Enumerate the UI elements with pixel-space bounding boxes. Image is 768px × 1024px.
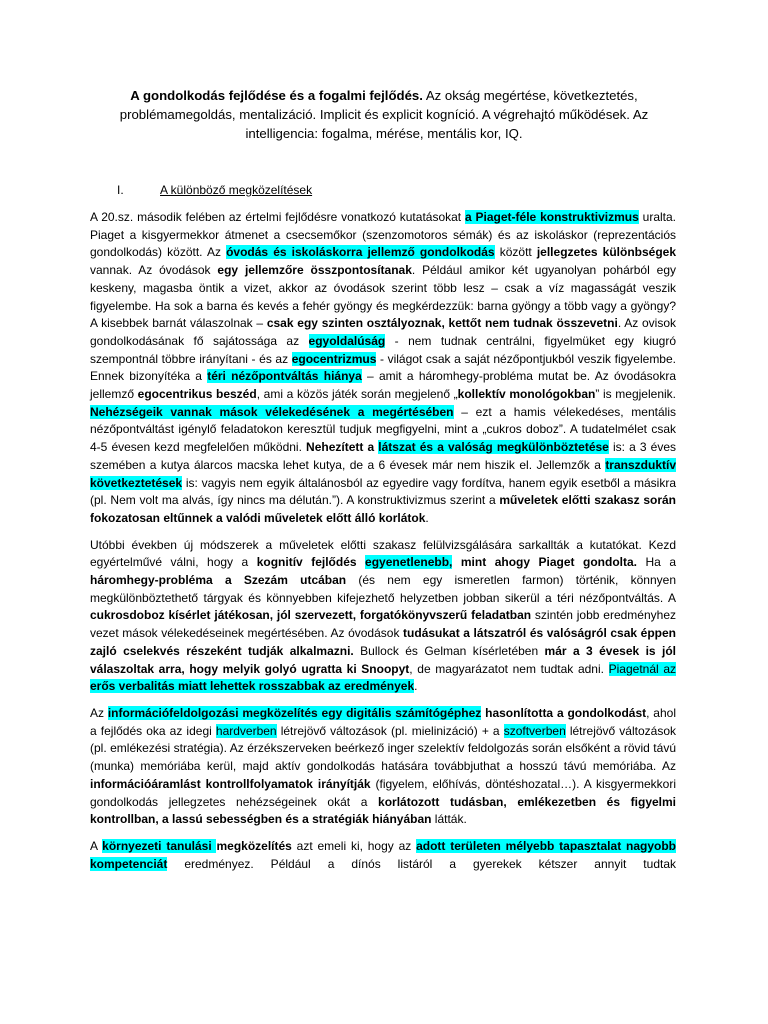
- bold-text: egocentrikus beszéd: [137, 387, 257, 402]
- paragraph-piaget-constructivism: [90, 209, 676, 528]
- bold-text: Nehezített a: [306, 440, 379, 455]
- text-run: is: vagyis nem egyik általánosból az egyedire vagy fordítva, hanem egyik esetből a másikra (pl. Nem volt ma alvás, így nincs ma délután.”). A konstruktivizmus szerint a: [90, 475, 676, 508]
- highlighted-text: téri nézőpontváltás hiánya: [207, 369, 362, 384]
- text-run: létrejövő változások (pl. mielinizáció) + a: [276, 723, 504, 738]
- text-run: - világot csak a saját nézőpontjukból veszik figyelembe. Ennek bizonyítéka a: [90, 351, 676, 384]
- document-title: [84, 86, 684, 143]
- text-run: eredményez. Például a dínós listáról a gyerekek kétszer annyit tudtak: [167, 856, 676, 871]
- highlighted-text: hardverben: [215, 723, 277, 738]
- bold-text: már a 3 évesek is jól válaszoltak arra, hogy melyik golyó ugratta ki Snoopyt: [90, 643, 676, 676]
- text-run: ” is megjelenik.: [595, 387, 676, 402]
- bold-text: jellegzetes különbségek: [536, 245, 677, 260]
- bold-text: egy jellemzőre összpontosítanak: [217, 263, 412, 278]
- text-run: , de magyarázatot nem tudtak adni.: [409, 661, 609, 676]
- highlighted-text: adott területen mélyebb tapasztalat nagyobb kompetenciát: [90, 838, 676, 871]
- section-title: A különböző megközelítések: [160, 183, 313, 197]
- text-run: Utóbbi években új módszerek a műveletek előtti szakasz felülvizsgálására sarkallták a kutatókat. Kezd egyértelművé válni, hogy a: [90, 537, 676, 570]
- highlighted-text: látszat és a valóság megkülönböztetése: [378, 440, 609, 455]
- bold-text: háromhegy-probléma a Szezám utcában: [90, 573, 347, 588]
- text-run: – amit a háromhegy-probléma mutat be. Az óvodásokra jellemző: [90, 369, 677, 402]
- section-heading: [0, 181, 768, 199]
- bold-text: mint ahogy Piaget gondolta.: [452, 555, 638, 570]
- bold-text: korlátozott tudásban, emlékezetben és figyelmi kontrollban, a lassú sebességben és a stratégiák hiányában: [90, 794, 677, 827]
- text-run: vannak. Az óvodások: [90, 263, 218, 278]
- text-run: Az: [90, 705, 108, 720]
- text-run: Ha a: [637, 555, 677, 570]
- title-main-topic: A gondolkodás fejlődése és a fogalmi fejlődés.: [130, 88, 423, 103]
- title-subtopics: Az okság megértése, következtetés, problémamegoldás, mentalizáció. Implicit és explicit kogníció. A végrehajtó működések. Az intelligencia: fogalma, mérése, mentális kor, IQ.: [119, 88, 649, 141]
- text-run: uralta. Piaget a kisgyermekkor átmenet a csecsemőkor (szenzomotoros sémák) és az iskoláskor (reprezentációs gondolkodás) között. Az: [90, 210, 677, 260]
- highlighted-text: információfeldolgozási megközelítés egy digitális számítógéphez: [107, 705, 482, 720]
- bold-text: csak egy szinten osztályoznak, kettőt nem tudnak összevetni: [266, 316, 618, 331]
- text-run: A: [90, 838, 103, 853]
- highlighted-text: egocentrizmus: [291, 351, 377, 366]
- text-run: – ezt a hamis vélekedéses, mentális nézőpontváltást igénylő feladatokon keresztül tudjuk megfigyelni, mint a „cukros doboz”. A tudatelmélet csak 4-5 évesen kezd megfelelően működni.: [90, 404, 676, 455]
- text-run: azt emeli ki, hogy az: [291, 838, 417, 853]
- text-run: szintén jobb eredményhez vezet mások vélekedéseinek megértésében. Az óvodások: [90, 608, 676, 641]
- bold-text: megközelítés: [216, 838, 292, 853]
- highlighted-text: Nehézségeik vannak mások vélekedésének a megértésében: [90, 404, 454, 419]
- section-number: I.: [117, 183, 124, 197]
- highlighted-text: egyoldalúság: [308, 333, 386, 348]
- highlighted-text: transzduktív következtetések: [90, 457, 676, 490]
- highlighted-text: környezeti tanulási: [102, 838, 217, 853]
- text-run: létrejövő változások (pl. emlékezési stratégia). Az érzékszerveken beérkező inger szelektív feldolgozás során elsőként a rövid távú (munka) memóriába kerül, majd aktív gondolkodás hatására továbbjuthat a hosszú távú memóriába. Az: [90, 723, 676, 774]
- highlighted-text: szoftverben: [503, 723, 566, 738]
- text-run: látták.: [431, 812, 467, 827]
- bold-text: műveletek előtti szakasz során fokozatosan eltűnnek a valódi műveletek előtt álló korlátok: [90, 493, 676, 525]
- text-run: A 20.sz. második felében az értelmi fejlődésre vonatkozó kutatásokat: [90, 210, 465, 224]
- text-run: , ami a közös játék során megjelenő „: [256, 387, 458, 402]
- highlighted-text: óvodás és iskoláskorra jellemző gondolkodás: [226, 245, 495, 260]
- text-run: .: [414, 679, 418, 694]
- bold-text: cukrosdoboz kísérlet játékosan, jól szervezett, forgatókönyvszerű feladatban: [90, 608, 532, 623]
- bold-text: kognitív fejlődés: [256, 555, 366, 570]
- text-run: . Az ovisok gondolkodásának fő sajátossága az: [90, 316, 676, 348]
- text-run: . Például amikor két ugyanolyan pohárból egy keskeny, magasba öntik a vizet, akkor az óvodások szerint több lesz – csak a víz magasságát veszik figyelembe. Ha sok a barna és kevés a fehér gyöngy és megkérdezzük: barna gyöngy a több vagy a gyöngy? A kisebbek barnát válaszolnak –: [90, 263, 676, 331]
- text-run: (figyelem, előhívás, döntéshozatal…). A kisgyermekkori gondolkodás jellegzetes nehézségeinek okát a: [90, 776, 676, 809]
- text-run: - nem tudnak centrálni, figyelmüket egy kiugró szempontnál többre irányítani - és az: [90, 333, 677, 366]
- highlighted-text: egyenetlenebb,: [365, 555, 453, 570]
- text-run: , ahol a fejlődés oka az idegi: [90, 705, 676, 738]
- bold-text: információáramlást kontrollfolyamatok irányítják: [90, 776, 371, 791]
- text-run: (és nem egy ismeretlen farmon) történik, könnyen megkülönböztethető tárgyak és könnyebben kifejezhető helyzetben jobban sikerül a téri nézőpontváltás. A: [90, 573, 676, 605]
- text-run: között: [494, 245, 537, 260]
- bold-text: hasonlította a gondolkodást: [485, 705, 647, 720]
- text-run: .: [425, 510, 429, 525]
- bold-text: kollektív monológokban: [457, 387, 596, 402]
- highlighted-text: Piagetnál az: [608, 661, 677, 676]
- document-body: [90, 209, 676, 882]
- highlighted-text: a Piaget-féle konstruktivizmus: [465, 210, 639, 224]
- text-run: Bullock és Gelman kísérletében: [353, 643, 545, 658]
- text-run: is: a 3 éves szemében a kutya álarcos macska lehet kutya, de a 6 évesek már nem hiszik el. Jellemzők a: [90, 440, 676, 472]
- paragraph-information-processing: [90, 705, 676, 829]
- paragraph-environmental-learning: [90, 838, 676, 873]
- bold-text: tudásukat a látszatról és valóságról csak éppen zajló cselekvés részeként tudják alkalmazni.: [90, 626, 676, 658]
- paragraph-recent-research: [90, 537, 676, 696]
- highlighted-text: erős verbalitás miatt lehettek rosszabbak az eredmények: [90, 679, 415, 694]
